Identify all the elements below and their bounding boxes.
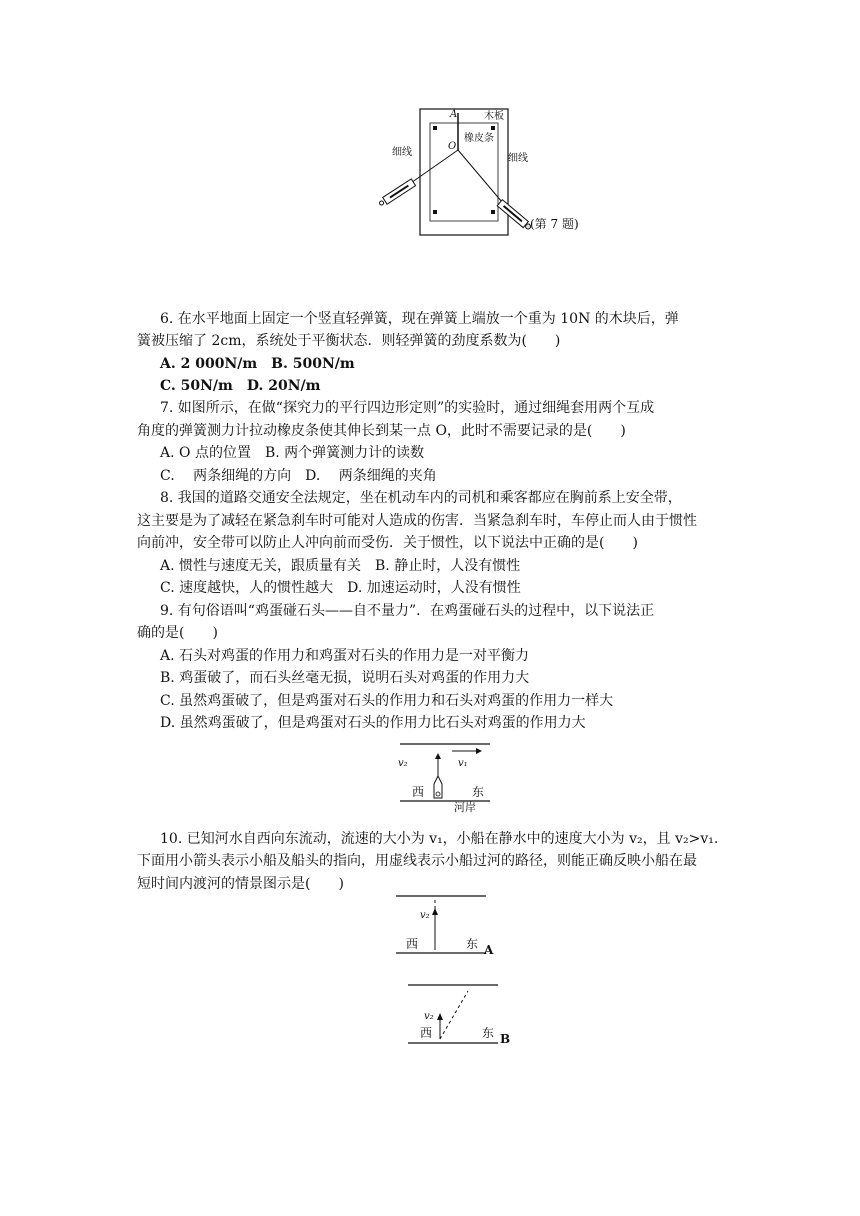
q7-options-ab: A. O 点的位置 B. 两个弹簧测力计的读数 xyxy=(160,445,425,461)
optB-label: B xyxy=(500,1032,511,1046)
label-O: O xyxy=(448,141,457,152)
pin-bl xyxy=(433,210,437,214)
optA-label: A xyxy=(484,943,494,957)
q7-options-cd: C. 两条细绳的方向 D. 两条细绳的夹角 xyxy=(160,468,437,484)
optB-path xyxy=(440,991,468,1039)
q9-option-c: C. 虽然鸡蛋破了，但是鸡蛋对石头的作用力和石头对鸡蛋的作用力一样大 xyxy=(160,693,614,709)
thread-right xyxy=(458,150,502,202)
q8-line1: 8. 我国的道路交通安全法规定，坐在机动车内的司机和乘客都应在胸前系上安全带， xyxy=(160,490,682,506)
label-thread-left: 细线 xyxy=(392,147,412,158)
label-A: A xyxy=(450,109,458,120)
optA-east-label: 东 xyxy=(466,937,479,951)
q7-line1: 7. 如图所示，在做“探究力的平行四边形定则”的实验时，通过细绳套用两个互成 xyxy=(160,400,655,416)
v2-arrowhead xyxy=(435,753,441,759)
optA-v2-label: v₂ xyxy=(420,910,430,921)
q9-option-d: D. 虽然鸡蛋破了，但是鸡蛋对石头的作用力比石头对鸡蛋的作用力大 xyxy=(160,715,586,731)
q6-line1: 6. 在水平地面上固定一个竖直轻弹簧，现在弹簧上端放一个重为 10N 的木块后，弹 xyxy=(160,311,679,327)
figure-q7 xyxy=(380,105,620,245)
boat xyxy=(434,776,442,798)
q8-options-cd: C. 速度越快，人的惯性越大 D. 加速运动时，人没有惯性 xyxy=(160,580,521,596)
optA-arrowhead xyxy=(432,908,438,915)
river-v2-label: v₂ xyxy=(398,758,408,769)
pin-tl xyxy=(433,126,437,130)
q8-line2: 这主要是为了减轻在紧急刹车时可能对人造成的伤害．当紧急刹车时，车停止而人由于惯性 xyxy=(137,513,697,529)
figure-option-a xyxy=(394,892,504,962)
river-east-label: 东 xyxy=(472,785,485,799)
q7-line2: 角度的弹簧测力计拉动橡皮条使其伸长到某一点 O，此时不需要记录的是( ) xyxy=(137,423,626,439)
label-board: 木板 xyxy=(484,111,504,122)
figure-caption: (第 7 题) xyxy=(530,217,579,231)
figure-river xyxy=(398,740,498,816)
figure-q7-drawing xyxy=(380,105,620,245)
q9-line2: 确的是( ) xyxy=(137,625,218,641)
spring-scale-left xyxy=(378,179,416,207)
river-west-label: 西 xyxy=(412,785,425,799)
q8-options-ab: A. 惯性与速度无关，跟质量有关 B. 静止时，人没有惯性 xyxy=(160,558,521,574)
q6-line2: 簧被压缩了 2cm，系统处于平衡状态．则轻弹簧的劲度系数为( ) xyxy=(137,333,561,349)
label-thread-right: 细线 xyxy=(508,153,528,164)
figure-river-drawing xyxy=(398,740,498,816)
optB-arrowhead xyxy=(437,1013,443,1020)
spring-scale-right xyxy=(497,200,532,232)
q9-line1: 9. 有句俗语叫“鸡蛋碰石头——自不量力”．在鸡蛋碰石头的过程中，以下说法正 xyxy=(160,603,655,619)
q8-line3: 向前冲，安全带可以防止人冲向前而受伤．关于惯性，以下说法中正确的是( ) xyxy=(137,535,638,551)
label-rubber: 橡皮条 xyxy=(464,133,494,144)
q9-option-a: A. 石头对鸡蛋的作用力和鸡蛋对石头的作用力是一对平衡力 xyxy=(160,648,530,664)
river-bank-label: 河岸 xyxy=(454,801,476,814)
q10-line3: 短时间内渡河的情景图示是( ) xyxy=(137,876,344,892)
optB-east-label: 东 xyxy=(482,1026,495,1040)
q10-line1: 10. 已知河水自西向东流动，流速的大小为 v₁，小船在静水中的速度大小为 v₂，且 v₂>v₁. xyxy=(160,831,719,847)
v1-arrowhead xyxy=(476,748,482,754)
optA-west-label: 西 xyxy=(406,937,419,951)
river-v1-label: v₁ xyxy=(458,758,468,769)
q6-options-cd: C. 50N/m D. 20N/m xyxy=(160,378,321,394)
q6-options-ab: A. 2 000N/m B. 500N/m xyxy=(160,356,355,372)
pin-tr xyxy=(491,126,495,130)
optB-west-label: 西 xyxy=(420,1026,433,1040)
q9-option-b: B. 鸡蛋破了，而石头丝毫无损，说明石头对鸡蛋的作用力大 xyxy=(160,670,530,686)
optB-v2-label: v₂ xyxy=(424,1011,434,1022)
figure-option-b xyxy=(406,981,516,1051)
thread-left xyxy=(408,150,458,185)
q10-line2: 下面用小箭头表示小船及船头的指向，用虚线表示小船过河的路径，则能正确反映小船在最 xyxy=(137,853,697,869)
pin-br xyxy=(491,210,495,214)
